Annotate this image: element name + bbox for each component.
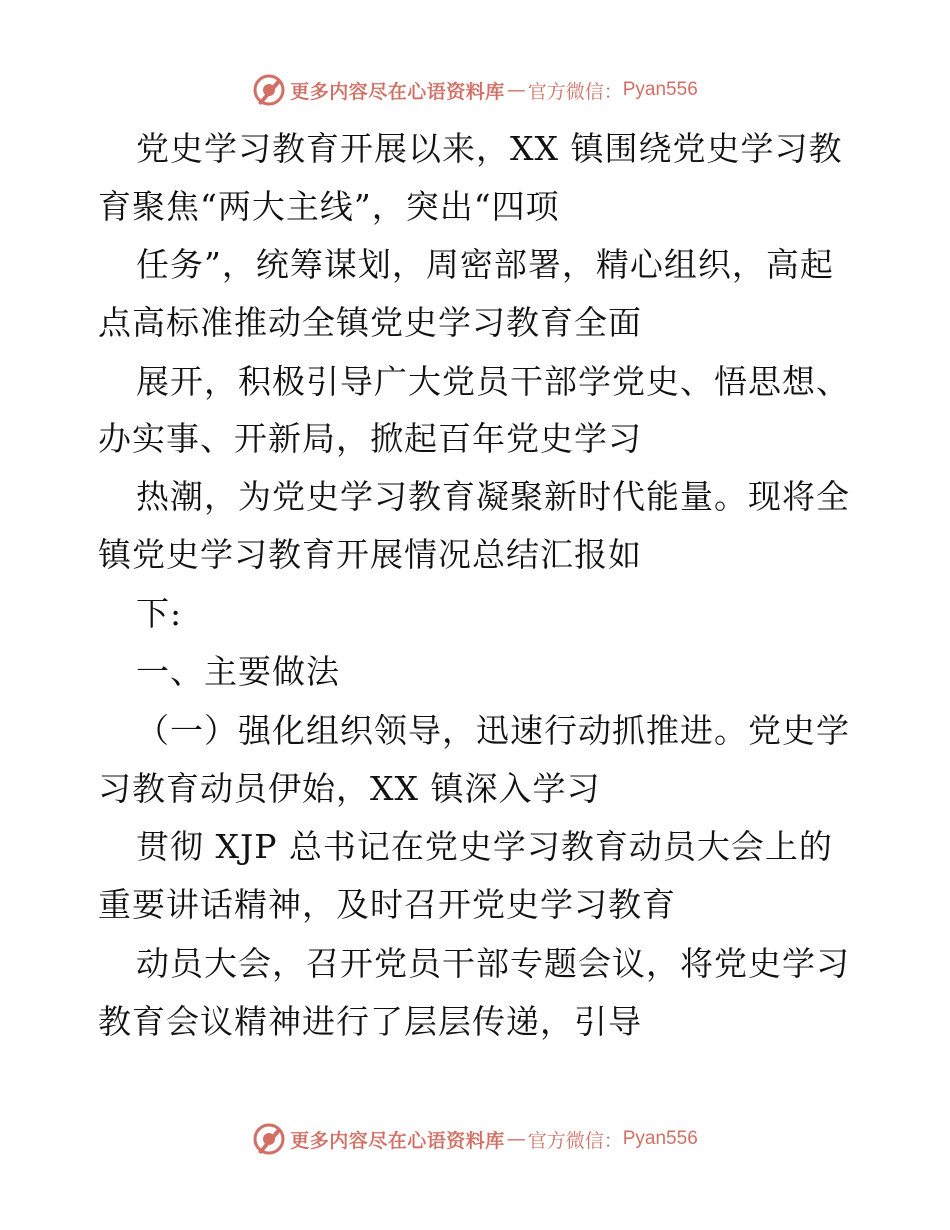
text-line: 下: [136, 594, 183, 633]
header-banner [0, 70, 950, 110]
text-line: 任务”，统筹谋划，周密部署，精心组织，高起 [136, 245, 834, 284]
banner-wechat-account: Pyan556 [622, 79, 698, 100]
footer-banner [0, 1119, 950, 1159]
banner-separator: — [506, 79, 526, 101]
banner-title: 更多内容尽在心语资料库 [290, 1129, 505, 1152]
text-line: 动员大会，召开党员干部专题会议，将党史学习 [136, 944, 850, 983]
text-line: 习教育动员伊始，XX 镇深入学习 [98, 769, 601, 808]
banner-separator: — [506, 1128, 526, 1150]
quill-pen-logo-icon [252, 1122, 286, 1156]
subsection-heading-line: （一）强化组织领导，迅速行动抓推进。党史学 [136, 711, 850, 750]
banner-wechat-label: 官方微信： [527, 1129, 623, 1152]
banner-wechat-account: Pyan556 [622, 1128, 698, 1149]
quill-pen-logo-icon [252, 73, 286, 107]
text-line: 展开，积极引导广大党员干部学党史、悟思想、 [136, 362, 850, 401]
banner-title: 更多内容尽在心语资料库 [290, 80, 505, 103]
banner-wechat-label: 官方微信： [527, 80, 623, 103]
text-line: 镇党史学习教育开展情况总结汇报如 [98, 535, 642, 574]
text-line: 点高标准推动全镇党史学习教育全面 [98, 303, 642, 342]
text-line: 办实事、开新局，掀起百年党史学习 [98, 419, 642, 458]
text-line: 教育会议精神进行了层层传递，引导 [98, 1002, 642, 1041]
text-line: 贯彻 XJP 总书记在党史学习教育动员大会上的 [136, 827, 833, 866]
text-line: 重要讲话精神，及时召开党史学习教育 [98, 885, 676, 924]
text-line: 育聚焦“两大主线”，突出“四项 [98, 187, 560, 226]
text-line: 党史学习教育开展以来，XX 镇围绕党史学习教 [136, 129, 843, 168]
text-line: 热潮，为党史学习教育凝聚新时代能量。现将全 [136, 477, 850, 516]
section-heading: 一、主要做法 [136, 652, 340, 691]
